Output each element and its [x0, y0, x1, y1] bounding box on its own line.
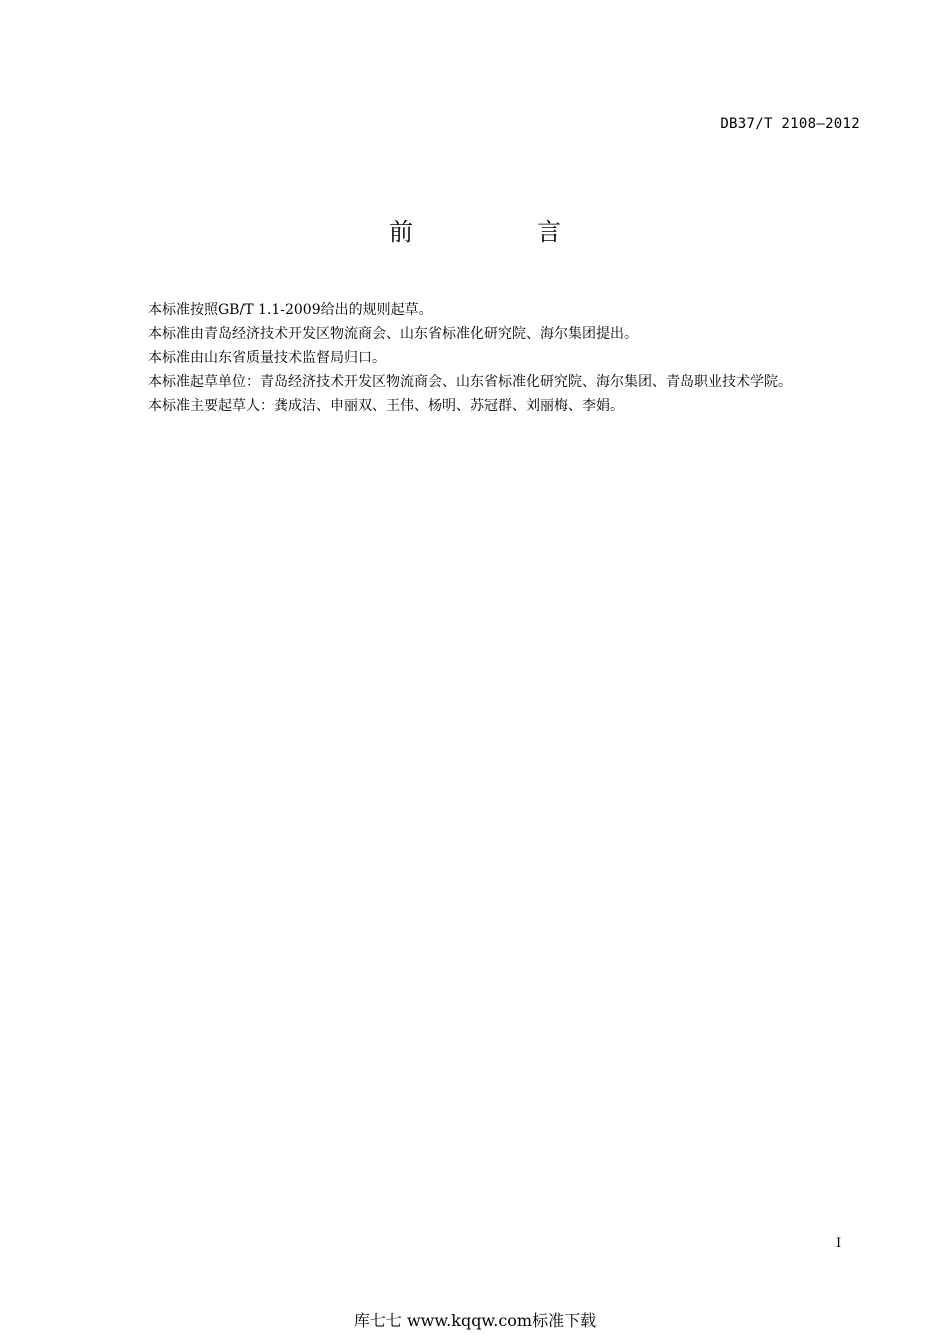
footer-watermark: 库七七 www.kqqw.com标准下载 — [353, 1311, 597, 1330]
paragraph-drafting-units: 本标准起草单位：青岛经济技术开发区物流商会、山东省标准化研究院、海尔集团、青岛职业技术学院。 — [148, 374, 792, 390]
paragraph-drafters: 本标准主要起草人：龚成洁、申丽双、王伟、杨明、苏冠群、刘丽梅、李娟。 — [148, 398, 624, 414]
document-code: DB37/T 2108—2012 — [720, 116, 860, 132]
paragraph-proposed-by: 本标准由青岛经济技术开发区物流商会、山东省标准化研究院、海尔集团提出。 — [148, 326, 638, 342]
page-title: 前 言 — [389, 218, 611, 246]
paragraph-centralized-by: 本标准由山东省质量技术监督局归口。 — [148, 350, 386, 366]
page-number: I — [836, 1236, 842, 1251]
paragraph-drafting-rules: 本标准按照GB/T 1.1-2009给出的规则起草。 — [148, 302, 433, 318]
foreword-body — [113, 298, 863, 418]
